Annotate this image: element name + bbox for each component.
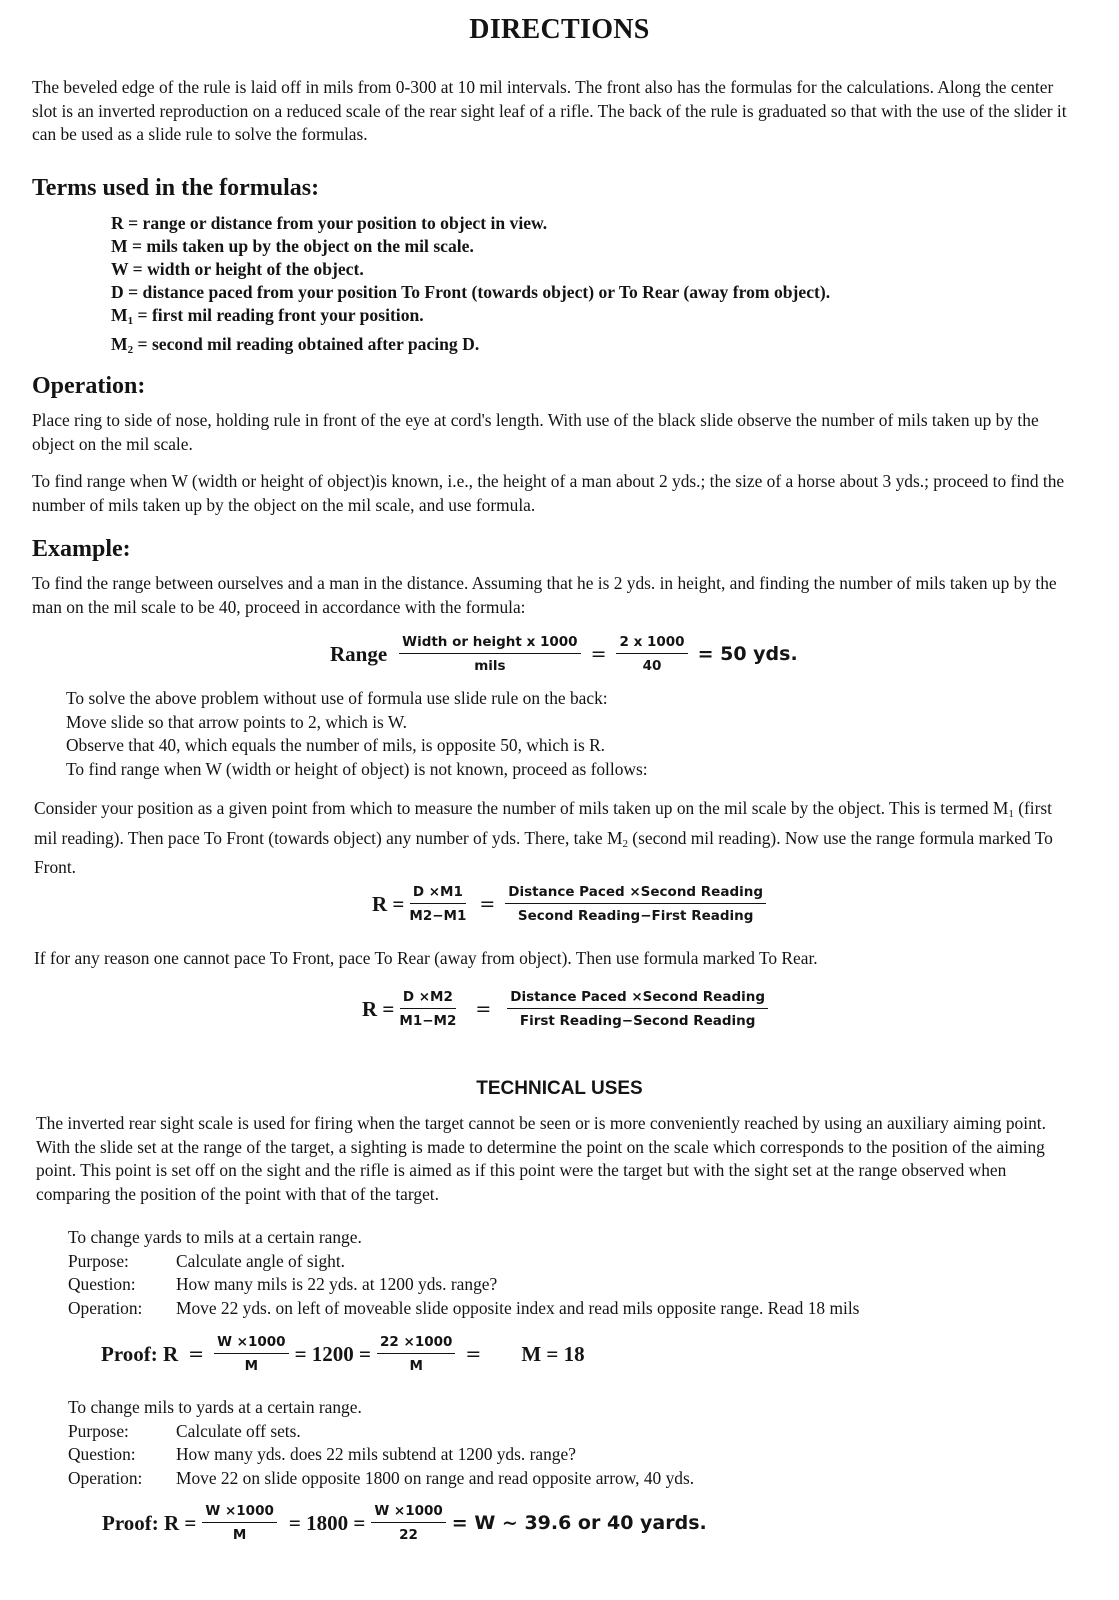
range-formula: Range $\frac{\text{Width or height x 1000}}{\text{mils}}$ = $\frac{2 x 1000}{40}$ = 50 yds. <box>330 634 798 674</box>
example-step: Move slide so that arrow points to 2, which is W. <box>66 711 408 732</box>
example-paragraph-2: Consider your position as a given point from which to measure the number of mils taken up on the mil scale by the object. This is termed $M_1$ (first mil reading). Then pace To Front (towards object) any number of yds. There, take $M_2$ (second mil reading). Now use the range formula marked To Front. <box>34 798 1053 877</box>
term-m1: $M_1$ = first mil reading front your position. <box>111 305 424 327</box>
example-steps <box>66 687 648 781</box>
technical-heading: TECHNICAL USES <box>476 1078 643 1099</box>
block-question: Question: How many yds. does 22 mils subtend at 1200 yds. range? <box>68 1444 576 1464</box>
proof-1: Proof: R = $\frac{W \times 1000}{M}$ = 1200 = $\frac{22 \times 1000}{M}$ = M = 18 <box>101 1334 585 1374</box>
range-fraction-numeric: $\frac{2 x 1000}{40}$ <box>616 634 687 674</box>
page-title: DIRECTIONS <box>469 14 650 45</box>
formula-to-front: R = $\frac{D \times M1}{M2-M1}$ = $\frac{\text{Distance Paced ×Second Reading}}{\text{Second Reading−First Reading}}$ <box>372 884 772 924</box>
range-result: = 50 yds. <box>697 643 798 665</box>
proof-1-fraction-1: $\frac{W \times 1000}{M}$ <box>214 1334 288 1374</box>
terms-heading: Terms used in the formulas: <box>32 175 320 201</box>
technical-paragraph: The inverted rear sight scale is used for firing when the target cannot be seen or is more conveniently reached by using an auxiliary aiming point. With the slide set at the range of the target, a sighting is made to determine the point on the scale which corresponds to the position of the aiming point. This point is set off on the sight and the rifle is aimed as if this point were the target but with the sight set at the range observed when comparing the position of the point with that of the target. <box>36 1113 1046 1204</box>
term-w: W = width or height of the object. <box>111 259 364 279</box>
proof-1-mid: = 1200 = <box>294 1341 372 1366</box>
term-m: M = mils taken up by the object on the mil scale. <box>111 236 474 256</box>
term-d: D = distance paced from your position To Front (towards object) or To Rear (away from object). <box>111 282 831 302</box>
example-step: Observe that 40, which equals the number of mils, is opposite 50, which is R. <box>66 735 606 755</box>
block-intro: To change yards to mils at a certain range. <box>68 1227 362 1247</box>
to-rear-paragraph: If for any reason one cannot pace To Front, pace To Rear (away from object). Then use formula marked To Rear. <box>34 948 818 968</box>
formula-rear-fraction-1: $\frac{D \times M2}{M1-M2}$ <box>399 989 457 1029</box>
term-r: R = range or distance from your position to object in view. <box>111 213 548 233</box>
block-purpose: Purpose: Calculate off sets. <box>68 1420 301 1441</box>
operation-heading: Operation: <box>32 373 146 399</box>
formula-rear-fraction-2: $\frac{\text{Distance Paced ×Second Reading}}{\text{First Reading−Second Reading}}$ <box>507 989 768 1029</box>
block-question: Question: How many mils is 22 yds. at 1200 yds. range? <box>68 1274 498 1294</box>
yards-to-mils-block <box>68 1226 859 1320</box>
formula-front-fraction-1: $\frac{D \times M1}{M2-M1}$ <box>409 884 467 924</box>
proof-2 <box>102 1503 707 1543</box>
range-label: Range <box>330 641 388 666</box>
example-paragraph-1: To find the range between ourselves and a man in the distance. Assuming that he is 2 yds. in height, and finding the number of mils taken up by the man on the mil scale to be 40, proceed in accordance with the formula: <box>32 573 1057 617</box>
example-step: To find range when W (width or height of object) is not known, proceed as follows: <box>66 758 648 779</box>
formula-to-rear: R = $\frac{D \times M2}{M1-M2}$ = $\frac{\text{Distance Paced ×Second Reading}}{\text{First Reading−Second Reading}}$ <box>362 989 774 1029</box>
mils-to-yards-block <box>68 1396 694 1490</box>
formula-front-fraction-2: $\frac{\text{Distance Paced ×Second Reading}}{\text{Second Reading−First Reading}}$ <box>505 884 766 924</box>
formula-front-lhs: R = <box>372 891 405 916</box>
proof-2-fraction-1: $\frac{W \times 1000}{M}$ <box>202 1503 276 1543</box>
terms-list <box>111 212 830 362</box>
proof-1-label: Proof: R <box>101 1341 179 1366</box>
operation-paragraph-2: To find range when W (width or height of object)is known, i.e., the height of a man about 2 yds.; the size of a horse about 3 yds.; proceed to find the number of mils taken up by the object on the mil scale, and use formula. <box>32 471 1065 515</box>
range-fraction-general: $\frac{\text{Width or height x 1000}}{\text{mils}}$ <box>399 634 580 674</box>
operation-paragraph-1: Place ring to side of nose, holding rule in front of the eye at cord's length. With use of the black slide observe the number of mils taken up by the object on the mil scale. <box>32 410 1039 454</box>
intro-paragraph: The beveled edge of the rule is laid off in mils from 0-300 at 10 mil intervals. The front also has the formulas for the calculations. Along the center slot is an inverted reproduction on a reduced scale of the rear sight leaf of a rifle. The back of the rule is graduated so that with the use of the slider it can be used as a slide rule to solve the formulas. <box>32 77 1067 144</box>
block-operation: Operation: Move 22 yds. on left of moveable slide opposite index and read mils opposite range. Read 18 mils <box>68 1297 860 1318</box>
example-step: To solve the above problem without use of formula use slide rule on the back: <box>66 688 608 708</box>
proof-2-result: = W ~ 39.6 or 40 yards. <box>451 1512 707 1534</box>
block-intro: To change mils to yards at a certain range. <box>68 1397 362 1417</box>
proof-2-fraction-2: $\frac{W \times 1000}{22}$ <box>371 1503 445 1543</box>
block-operation: Operation: Move 22 on slide opposite 1800 on range and read opposite arrow, 40 yds. <box>68 1467 695 1488</box>
example-heading: Example: <box>32 536 131 562</box>
proof-2-mid: = 1800 = <box>288 1510 366 1535</box>
block-purpose: Purpose: Calculate angle of sight. <box>68 1250 346 1271</box>
proof-1-result: M = 18 <box>521 1341 585 1366</box>
term-m2: $M_2$ = second mil reading obtained after pacing D. <box>111 334 480 356</box>
formula-rear-lhs: R = <box>362 996 395 1021</box>
proof-2-label: Proof: R = <box>102 1510 197 1535</box>
proof-1-fraction-2: $\frac{22 \times 1000}{M}$ <box>377 1334 455 1374</box>
